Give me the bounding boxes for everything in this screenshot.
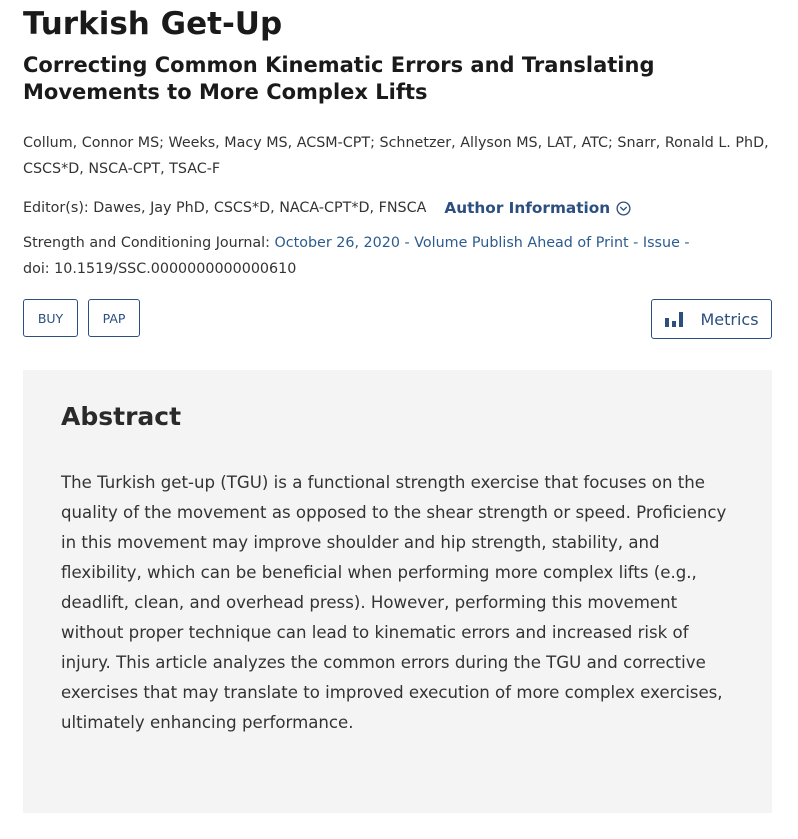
abstract-heading: Abstract <box>61 402 182 431</box>
action-buttons <box>23 299 773 339</box>
author-list: Collum, Connor MS; Weeks, Macy MS, ACSM-CPT; Schnetzer, Allyson MS, LAT, ATC; Snarr, Ronald L. PhD, CSCS*D, NSCA-CPT, TSAC-F <box>23 135 769 177</box>
abstract-section <box>23 370 772 813</box>
metrics-label: Metrics <box>700 309 759 329</box>
buy-button[interactable]: BUY <box>23 299 78 337</box>
doi: doi: 10.1519/SSC.0000000000000610 <box>23 261 297 277</box>
metrics-button[interactable] <box>651 299 772 339</box>
bar-chart-icon <box>664 311 684 327</box>
journal-citation <box>23 230 773 282</box>
journal-name: Strength and Conditioning Journal: <box>23 235 275 251</box>
abstract-text: The Turkish get-up (TGU) is a functional strength exercise that focuses on the quality of the movement as opposed to the shear strength or speed. Proficiency in this movement may improve shoulder and hip strength, stability, and flexibility, which can be beneficial when performing more complex lifts (e.g., deadlift, clean, and overhead press). However, performing this movement without proper technique can lead to kinematic errors and increased risk of injury. This article analyzes the common errors during the TGU and corrective exercises that may translate to improved execution of more complex exercises, ultimately enhancing performance. <box>61 473 727 732</box>
pap-button[interactable]: PAP <box>88 299 140 337</box>
article-subtitle: Correcting Common Kinematic Errors and Translating Movements to More Complex Lifts <box>23 53 655 104</box>
article-header <box>23 0 773 339</box>
editor-list: Editor(s): Dawes, Jay PhD, CSCS*D, NACA-CPT*D, FNSCA <box>23 200 427 216</box>
chevron-down-circle-icon <box>616 201 631 216</box>
editors-row <box>23 196 773 220</box>
article-title: Turkish Get-Up <box>23 6 283 42</box>
issue-link[interactable]: October 26, 2020 - Volume Publish Ahead of Print - Issue - <box>274 235 690 251</box>
author-information-label: Author Information <box>444 199 611 217</box>
author-information-toggle[interactable] <box>444 196 631 220</box>
